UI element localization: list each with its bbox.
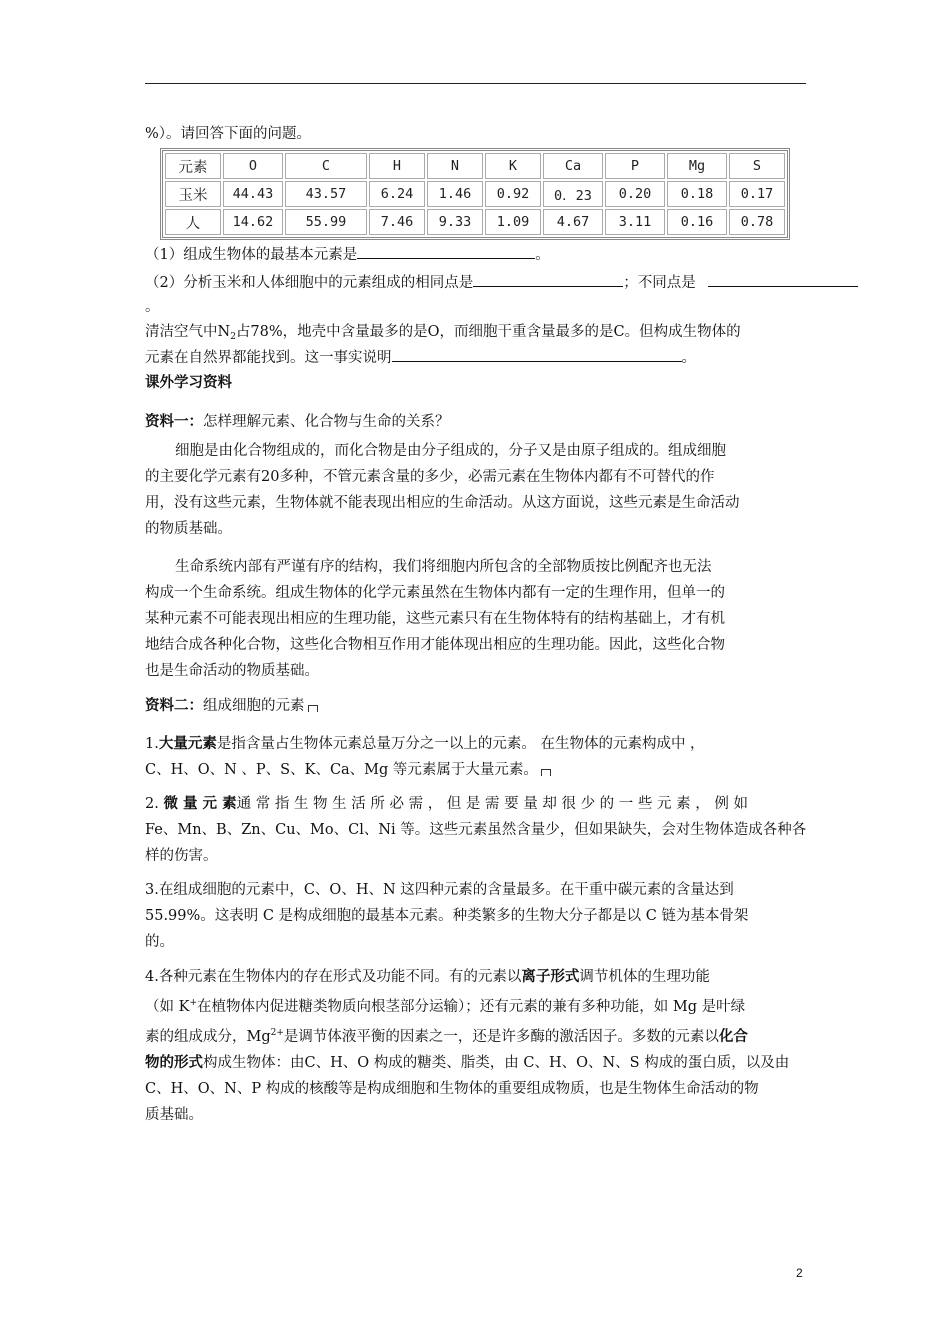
question-2-end: 。 — [145, 299, 160, 315]
table-row-header: 玉米 — [165, 181, 221, 207]
table-cell: 43.57 — [285, 181, 367, 207]
table-cell: C — [285, 153, 367, 179]
table-cell: 0.92 — [485, 181, 541, 207]
edit-mark-icon — [541, 769, 551, 776]
table-cell: 0.16 — [667, 209, 727, 235]
table-cell: 0．23 — [543, 181, 603, 207]
material-2-item-1: 1.大量元素是指含量占生物体元素总量万分之一以上的元素。 在生物体的元素构成中 ， C、H、O、N 、P、S、K、Ca、Mg 等元素属于大量元素。 — [145, 736, 705, 778]
table-cell: 7.46 — [369, 209, 425, 235]
table-cell: 0.18 — [667, 181, 727, 207]
table-cell: 1.09 — [485, 209, 541, 235]
table-cell: Ca — [543, 153, 603, 179]
material-1-title: 资料一：怎样理解元素、化合物与生命的关系？ — [145, 414, 450, 430]
table-cell: 55.99 — [285, 209, 367, 235]
answer-blank-1[interactable] — [357, 244, 535, 259]
table-header-row — [165, 153, 785, 179]
element-content-table — [160, 148, 790, 240]
table-cell: K — [485, 153, 541, 179]
table-cell: 9.33 — [427, 209, 483, 235]
table-cell: 14.62 — [223, 209, 283, 235]
table-cell: Mg — [667, 153, 727, 179]
answer-blank-3[interactable] — [392, 347, 682, 362]
material-2-title: 资料二：组成细胞的元素 — [145, 696, 318, 716]
answer-blank-2b[interactable] — [708, 272, 858, 287]
answer-blank-2a[interactable] — [473, 272, 623, 287]
table-cell: 1.46 — [427, 181, 483, 207]
table-cell: 4.67 — [543, 209, 603, 235]
table-row — [165, 181, 785, 207]
intro-line: %）。请回答下面的问题。 — [145, 126, 312, 142]
edit-mark-icon — [308, 705, 318, 712]
material-2-item-2: 2. 微 量 元 素通 常 指 生 物 生 活 所 必 需 ， 但 是 需 要 量 却 很 少 的 一 些 元 素 ， 例 如 Fe、Mn、B、Zn、Cu、Mo、Cl、Ni 等。这些元素虽然含量少，但如果缺失，会对生物体造成各种各 样的伤害。 — [145, 796, 807, 864]
table-cell: 44.43 — [223, 181, 283, 207]
question-1: （1）组成生物体的最基本元素是 。 — [145, 244, 550, 265]
question-2: （2）分析玉米和人体细胞中的元素组成的相同点是 ；不同点是 — [145, 272, 858, 293]
page-number: 2 — [796, 1266, 803, 1280]
table-cell: 6.24 — [369, 181, 425, 207]
header-rule — [145, 83, 806, 84]
table-cell: 0.20 — [605, 181, 665, 207]
table-row-header: 元素 — [165, 153, 221, 179]
material-1-paragraph-1: 细胞是由化合物组成的，而化合物是由分子组成的，分子又是由原子组成的。组成细胞 的主要化学元素有20多种，不管元素含量的多少，必需元素在生物体内都有不可替代的作 用，没有这些元素，生物体就不能表现出相应的生命活动。从这方面说，这些元素是生命活动 的物质基础。 — [145, 443, 740, 537]
table-cell: S — [729, 153, 785, 179]
material-2-item-3: 3.在组成细胞的元素中，C、O、H、N 这四种元素的含量最多。在干重中碳元素的含量达到 55.99%。这表明 C 是构成细胞的最基本元素。种类繁多的生物大分子都是以 C 链为基本骨架 的。 — [145, 882, 749, 950]
table-cell: O — [223, 153, 283, 179]
table-row-header: 人 — [165, 209, 221, 235]
table-cell: 0.78 — [729, 209, 785, 235]
section-title: 课外学习资料 — [145, 375, 232, 391]
question-3-line-2: 元素在自然界都能找到。这一事实说明 。 — [145, 347, 696, 368]
material-1-paragraph-2: 生命系统内部有严谨有序的结构，我们将细胞内所包含的全部物质按比例配齐也无法 构成一个生命系统。组成生物体的化学元素虽然在生物体内都有一定的生理作用，但单一的 某种元素不可能表现出相应的生理功能，这些元素只有在生物体特有的结构基础上，才有机 地结合成各种化合物，这些化合物相互作用才能体现出相应的生理功能。因此，这些化合物 也是生命活动的物质基础。 — [145, 559, 725, 679]
table-cell: 0.17 — [729, 181, 785, 207]
table-row — [165, 209, 785, 235]
table-cell: 3.11 — [605, 209, 665, 235]
material-2-item-4: 4.各种元素在生物体内的存在形式及功能不同。有的元素以离子形式调节机体的生理功能 （如 K+在植物体内促进糖类物质向根茎部分运输）；还有元素的兼有多种功能，如 Mg 是叶绿 素的组成成分，$Mg^{2+}$是调节体液平衡的因素之一，还是许多酶的激活因子。多数的元素以化合 物的形式构成生物体：由C、H、O 构成的糖类、脂类，由 C、H、O、N、S 构成的蛋白质，以及由 C、H、O、N、P 构成的核酸等是构成细胞和生物体的重要组成物质，也是生物体生命活动的物 质基础。 — [145, 969, 790, 1123]
table-cell: P — [605, 153, 665, 179]
table-cell: N — [427, 153, 483, 179]
table-cell: H — [369, 153, 425, 179]
question-3-line-1: 清洁空气中$N_2$占78%，地壳中含量最多的是O，而细胞干重含量最多的是C。但构成生物体的 — [145, 324, 741, 342]
